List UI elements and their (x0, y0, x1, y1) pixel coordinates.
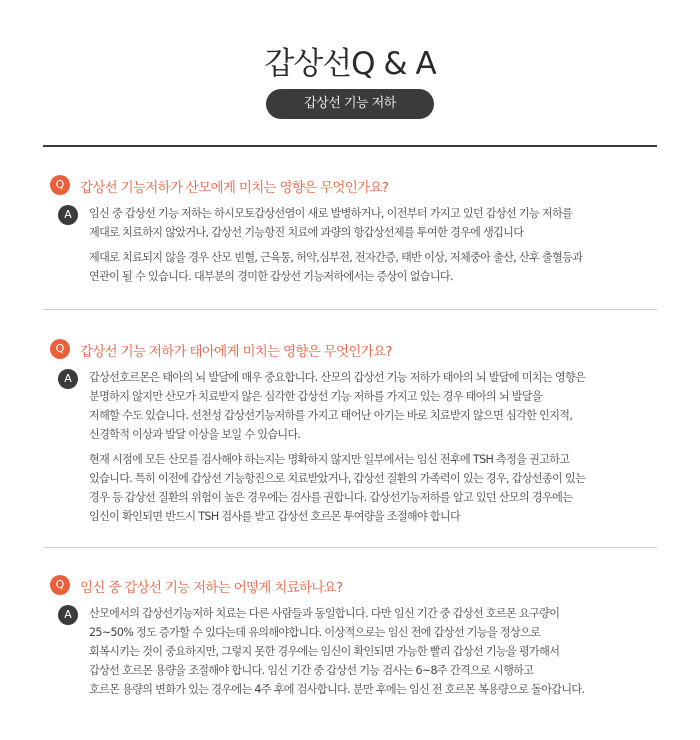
faq-answer-1 (50, 204, 660, 286)
category-pill: 갑상선 기능 저하 (266, 89, 434, 119)
title-main: 갑상선 (264, 46, 352, 82)
answer-badge: A (58, 369, 78, 389)
question-badge: Q (50, 339, 70, 359)
answer-line: 호르몬 용량의 변화가 있는 경우에는 4주 후에 검사합니다. 분만 후에는 임신 전 호르몬 복용량으로 돌아갑니다. (89, 683, 585, 696)
answer-line: 현재 시점에 모든 산모를 검사해야 하는지는 명확하지 않지만 일부에서는 임신 전후에 TSH 측정을 권고하고 (89, 453, 570, 466)
question-badge: Q (50, 175, 70, 195)
question-badge: Q (50, 575, 70, 595)
answer-paragraph (89, 248, 660, 286)
answer-line: 분명하지 않지만 산모가 치료받지 않은 심각한 갑상선 기능 저하를 가지고 있는 경우 태아의 뇌 발달을 (89, 390, 543, 403)
faq-item-2 (50, 339, 660, 526)
answer-line: 제대로 치료하지 않았거나, 갑상선 기능항진 치료에 과량의 항갑상선제를 투여한 경우에 생깁니다 (89, 226, 524, 239)
question-text: 갑상선 기능저하가 산모에게 미치는 영향은 무엇인가요? (80, 180, 389, 196)
faq-question-3 (50, 575, 660, 597)
answer-paragraph (89, 204, 660, 242)
faq-item-1 (50, 175, 660, 286)
section-divider (43, 547, 657, 548)
answer-line: 제대로 치료되지 않을 경우 산모 빈혈, 근육통, 허약,심부전, 전자간증, 태반 이상, 저체중아 출산, 산후 출혈등과 (89, 251, 583, 264)
answer-line: 임신 중 갑상선 기능 저하는 하시모토갑상선염이 새로 발병하거나, 이전부터 가지고 있던 갑상선 기능 저하를 (89, 207, 573, 220)
faq-question-2 (50, 339, 660, 361)
answer-line: 연관이 될 수 있습니다. 대부분의 경미한 갑상선 기능저하에서는 증상이 없습니다. (89, 270, 453, 283)
answer-line: 임신이 확인되면 반드시 TSH 검사를 받고 갑상선 호르몬 투여량을 조절해야 합니다 (89, 510, 461, 523)
answer-line: 갑상선호르몬은 태아의 뇌 발달에 매우 중요합니다. 산모의 갑상선 기능 저하가 태아의 뇌 발달에 미치는 영향은 (89, 371, 586, 384)
answer-paragraph (89, 368, 660, 444)
answer-badge: A (58, 605, 78, 625)
question-text: 임신 중 갑상선 기능 저하는 어떻게 치료하나요? (80, 580, 343, 596)
section-divider (43, 309, 657, 310)
answer-line: 갑상선 호르몬 용량을 조절해야 합니다. 임신 기간 중 갑상선 기능 검사는 6~8주 간격으로 시행하고 (89, 664, 534, 677)
answer-paragraph (89, 450, 660, 526)
answer-line: 25~50% 정도 증가할 수 있다는데 유의해야합니다. 이상적으로는 임신 전에 갑상선 기능을 정상으로 (89, 626, 541, 639)
answer-line: 경우 등 갑상선 질환의 위험이 높은 경우에는 검사를 권합니다. 갑상선기능저하를 알고 있던 산모의 경우에는 (89, 491, 573, 504)
title-accent: Q & A (351, 46, 436, 82)
question-text: 갑상선 기능 저하가 태아에게 미치는 영향은 무엇인가요? (80, 344, 392, 360)
answer-line: 신경학적 이상과 발달 이상을 보일 수 있습니다. (89, 428, 301, 441)
faq-question-1 (50, 175, 660, 197)
faq-answer-2 (50, 368, 660, 526)
header-divider (43, 145, 657, 147)
answer-line: 회복시키는 것이 중요하지만, 그렇지 못한 경우에는 임신이 확인되면 가능한 빨리 갑상선 기능을 평가해서 (89, 645, 560, 658)
answer-line: 있습니다. 특히 이전에 갑상선 기능항진으로 치료받았거나, 갑상선 질환의 가족력이 있는 경우, 갑상선종이 있는 (89, 472, 586, 485)
answer-line: 산모에서의 갑상선기능저하 치료는 다른 사람들과 동일합니다. 다만 임신 기간 중 갑상선 호르몬 요구량이 (89, 607, 560, 620)
answer-line: 저해할 수도 있습니다. 선천성 갑상선기능저하를 가지고 태어난 아기는 바로 치료받지 않으면 심각한 인지적, (89, 409, 573, 422)
answer-paragraph (89, 604, 660, 699)
answer-badge: A (58, 205, 78, 225)
page-title (0, 38, 700, 83)
faq-answer-3 (50, 604, 660, 699)
faq-item-3 (50, 575, 660, 699)
